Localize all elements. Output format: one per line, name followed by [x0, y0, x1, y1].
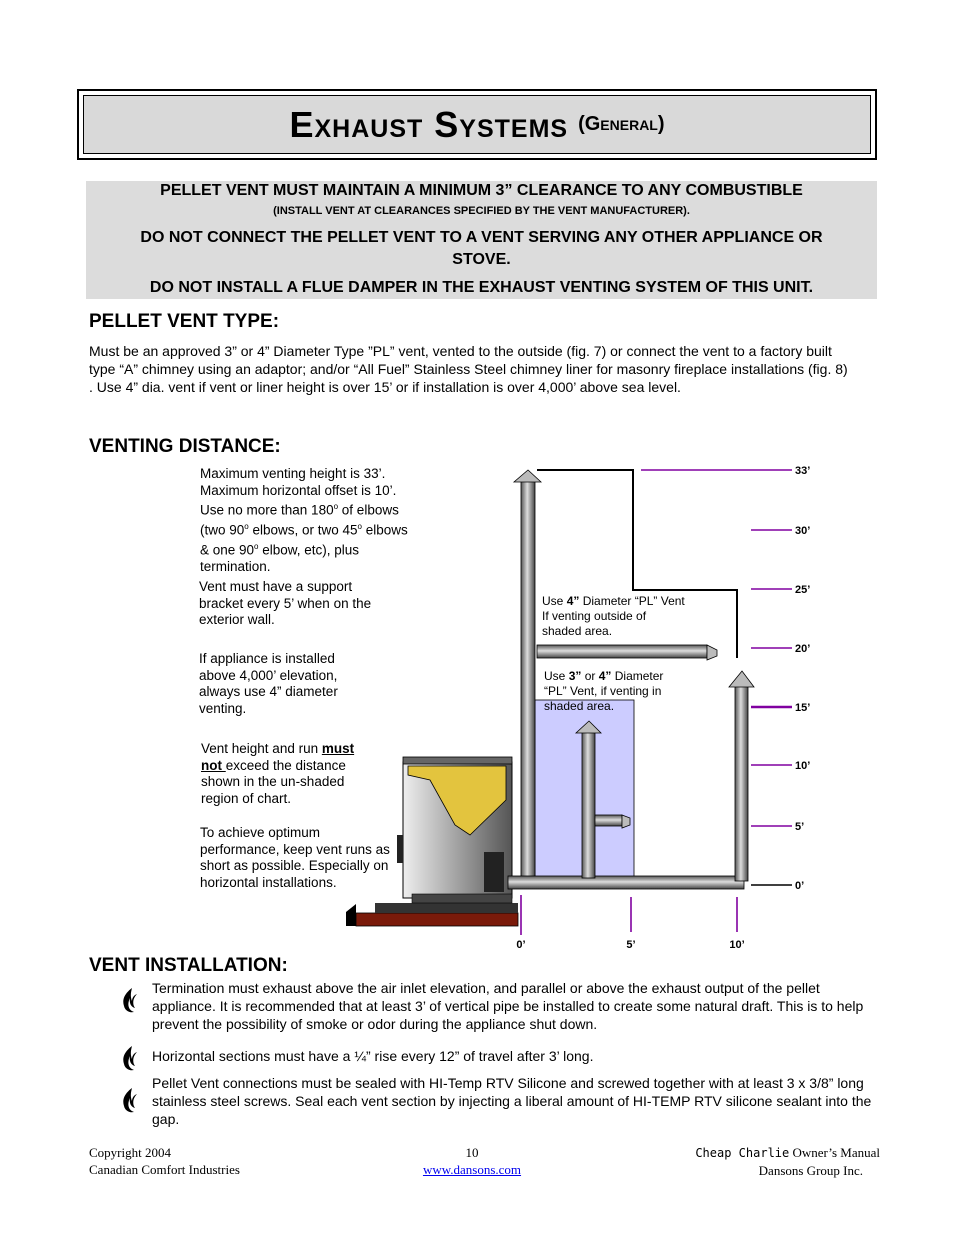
section-heading-venting-distance: VENTING DISTANCE: — [89, 436, 281, 457]
footer-left — [89, 1144, 240, 1178]
footer-company: Canadian Comfort Industries — [89, 1162, 240, 1177]
footer-manual-label: Owner’s Manual — [789, 1145, 880, 1160]
flame-icon — [118, 1044, 142, 1072]
note-line: Maximum horizontal offset is 10’. — [200, 482, 397, 498]
note-elevation: If appliance is installed above 4,000’ elevation, always use 4” diameter venting. — [199, 651, 338, 716]
height-tick-label: 30’ — [795, 525, 811, 537]
installation-item-3: Pellet Vent connections must be sealed with HI-Temp RTV Silicone and screwed together with at least 3 x 3/8” long stainless steel screws. Seal each vent section by injecting a liberal amount of HI-TEMP RTV silicone sealant into the gap. — [152, 1075, 872, 1127]
note-text: Use — [542, 594, 567, 608]
product-name: Cheap Charlie — [695, 1146, 790, 1160]
horizontal-tick-label: 0’ — [516, 939, 526, 951]
height-tick-label: 5’ — [795, 821, 805, 833]
note-text: elbow, etc), plus — [258, 542, 360, 558]
installation-item-2: Horizontal sections must have a ¼” rise every 12” of travel after 3’ long. — [152, 1048, 594, 1064]
note-text: (two 90 — [200, 522, 245, 538]
vent-type-paragraph: Must be an approved 3” or 4” Diameter Type ”PL” vent, vented to the outside (fig. 7) or connect the vent to a factory built type “A” chimney using an adaptor; and/or “All Fuel” Stainless Steel chimney liner for masonry fireplace installations (fig. 8) . Use 4” dia. vent if vent or liner height is over 15’ or if installation is over 4,000’ above sea level. — [89, 343, 848, 395]
horizontal-tick-label: 5’ — [626, 939, 636, 951]
height-tick-label: 10’ — [795, 760, 811, 772]
height-tick-label: 0’ — [795, 880, 805, 892]
section-heading-vent-type: PELLET VENT TYPE: — [89, 311, 280, 332]
note-text: Use no more than 180 — [200, 502, 334, 518]
note-text: & one 90 — [200, 542, 255, 558]
warning-no-shared-vent-text: DO NOT CONNECT THE PELLET VENT TO A VENT SERVING ANY OTHER APPLIANCE OR STOVE. — [140, 229, 823, 268]
note-text: elbows — [362, 522, 408, 538]
height-tick-label: 20’ — [795, 643, 811, 655]
note-text: Diameter — [611, 669, 664, 683]
note-text: Diameter “PL” Vent — [579, 594, 685, 608]
flame-icon — [118, 1086, 142, 1114]
warning-no-damper: DO NOT INSTALL A FLUE DAMPER IN THE EXHAUST VENTING SYSTEM OF THIS UNIT. — [149, 279, 814, 296]
stove-base — [375, 903, 518, 913]
floor-edge — [346, 904, 356, 926]
degree-mark: o — [357, 522, 362, 531]
note-line: Maximum venting height is 33’. — [200, 466, 386, 481]
page-number: 10 — [465, 1145, 479, 1160]
floor — [356, 913, 518, 926]
note-text: elbows, or two 45 — [248, 522, 358, 538]
installation-item-1: Termination must exhaust above the air inlet elevation, and parallel or above the exhaust output of the pellet appliance. It is recommended that at least 3’ of vertical pipe be installed to create some natural draft. This is to help prevent the possibility of smoke or odor during the appliance shut down. — [152, 980, 864, 1032]
note-text: 4” — [598, 669, 612, 683]
note-short-runs: To achieve optimum performance, keep vent runs as short as possible. Especially on horizontal installations. — [200, 825, 390, 890]
height-scale — [641, 465, 810, 892]
warning-clearance: PELLET VENT MUST MAINTAIN A MINIMUM 3” CLEARANCE TO ANY COMBUSTIBLE — [160, 182, 803, 199]
note-emphasis: not — [201, 757, 226, 773]
page-title-sub: (General) — [578, 113, 665, 135]
note-support-bracket: Vent must have a support bracket every 5’ when on the exterior wall. — [199, 579, 372, 627]
note-text: Use — [544, 669, 569, 683]
page-title: Exhaust Systems — [289, 103, 569, 145]
note-3in-vent-3: shaded area. — [544, 699, 615, 713]
flame-icon — [118, 986, 142, 1014]
note-4in-vent — [542, 594, 685, 608]
note-line: termination. — [200, 559, 271, 574]
horizontal-tick-label: 10’ — [729, 939, 745, 951]
note-text: 3” — [568, 669, 582, 683]
footer-copyright: Copyright 2004 — [89, 1145, 171, 1160]
warning-clearance-note: (INSTALL VENT AT CLEARANCES SPECIFIED BY THE VENT MANUFACTURER). — [273, 205, 690, 217]
height-tick-label: 33’ — [795, 465, 811, 477]
note-4in-vent-2: If venting outside of — [542, 609, 647, 623]
footer-manual — [690, 1144, 880, 1162]
website-link[interactable]: www.dansons.com — [422, 1162, 522, 1177]
note-4in-vent-3: shaded area. — [542, 624, 613, 638]
degree-mark: o — [254, 542, 259, 551]
note-3in-vent-2: “PL” Vent, if venting in — [544, 684, 662, 698]
note-3in-vent — [544, 669, 663, 683]
footer-center — [414, 1144, 530, 1178]
note-text: or — [581, 669, 599, 683]
stove — [397, 757, 512, 903]
degree-mark: o — [333, 502, 339, 511]
degree-mark: o — [244, 522, 249, 531]
note-text: 4” — [566, 594, 580, 608]
note-text: of elbows — [338, 502, 399, 518]
height-tick-label: 25’ — [795, 584, 811, 596]
section-heading-vent-installation: VENT INSTALLATION: — [89, 955, 288, 976]
footer-group: Dansons Group Inc. — [758, 1163, 863, 1178]
note-text: exceed the distance shown in the un-shaded region of chart. — [201, 757, 346, 806]
note-emphasis: must — [321, 741, 355, 756]
horizontal-scale — [516, 895, 744, 951]
footer-right — [690, 1144, 880, 1179]
note-text: Vent height and run — [201, 741, 322, 756]
height-tick-label: 15’ — [795, 702, 811, 714]
